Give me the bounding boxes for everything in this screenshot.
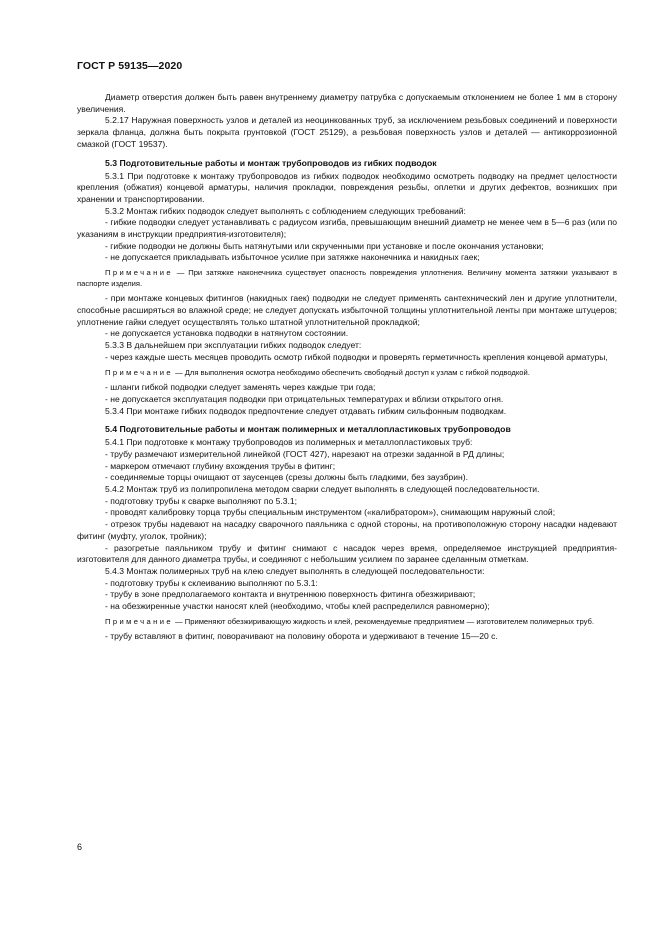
body-paragraph: - подготовку трубы к склеиванию выполняют по 5.3.1:	[105, 577, 318, 588]
body-paragraph: - не допускается эксплуатация подводки при отрицательных температурах и вблизи открытого огня.	[105, 393, 504, 404]
body-paragraph: 5.3.2 Монтаж гибких подводок следует выполнять с соблюдением следующих требований:	[105, 205, 466, 216]
note-label: Примечание	[105, 616, 173, 626]
body-paragraph: 5.3.3 В дальнейшем при эксплуатации гибких подводок следует:	[105, 340, 362, 351]
body-paragraph: - не допускается установка подводки в натянутом состоянии.	[105, 328, 349, 339]
note-paragraph	[77, 617, 617, 628]
body-paragraph: - трубу вставляют в фитинг, поворачивают на половину оборота и удерживают в течение 15—20 с.	[105, 631, 498, 642]
body-paragraph: - трубу размечают измерительной линейкой (ГОСТ 427), нарезают на отрезки заданной в РД длины;	[105, 448, 505, 459]
body-paragraph: 5.4.2 Монтаж труб из полипропилена методом сварки следует выполнять в следующей последовательности.	[105, 484, 540, 495]
body-paragraph: - на обезжиренные участки наносят клей (необходимо, чтобы клей распределился равномерно);	[105, 601, 490, 612]
body-paragraph: - отрезок трубы надевают на насадку сварочного паяльника с одной стороны, на противоположную сторону насадки надевают фитинг (муфту, уголок, тройник);	[77, 519, 617, 541]
note-text: — При затяжке наконечника существует опасность повреждения уплотнения. Величину момента затяжки указывают в паспорте изделия.	[77, 268, 617, 288]
section-heading: 5.4 Подготовительные работы и монтаж полимерных и металлопластиковых трубопроводов	[105, 424, 511, 435]
body-paragraph: - соединяемые торцы очищают от заусенцев (срезы должны быть гладкими, без заузбрин).	[105, 472, 468, 483]
document-body	[77, 92, 617, 643]
body-paragraph: 5.4.3 Монтаж полимерных труб на клею следует выполнять в следующей последовательности:	[105, 565, 485, 576]
body-paragraph: - гибкие подводки не должны быть натянутыми или скрученными при установке и после окончания установки;	[105, 240, 544, 251]
note-paragraph	[77, 368, 617, 379]
body-paragraph: 5.3.4 При монтаже гибких подводок предпочтение следует отдавать гибким сильфонным подводкам.	[105, 405, 507, 416]
body-paragraph: - гибкие подводки следует устанавливать с радиусом изгиба, превышающим внешний диаметр не менее чем в 5—6 раз (или по указаниям в инструкции предприятия-изготовителя);	[77, 217, 617, 240]
body-paragraph: - трубу в зоне предполагаемого контакта и внутреннюю поверхность фитинга обезжиривают;	[105, 589, 476, 600]
body-paragraph: - при монтаже концевых фитингов (накидных гаек) подводки не следует применять сантехнический лен и другие уплотнители, способные расширяться во влажной среде; не следует допускать избыточной толщины уплотнительной ленты при монтаже штуцеров; уплотнение гайки следует осуществлять только штатной уплотнительной прокладкой;	[77, 293, 617, 327]
body-paragraph: Диаметр отверстия должен быть равен внутреннему диаметру патрубка с допускаемым отклонением не более 1 мм в сторону увеличения.	[77, 92, 617, 114]
body-paragraph: - через каждые шесть месяцев проводить осмотр гибкой подводки и проверять герметичность крепления концевой арматуры,	[105, 351, 608, 362]
body-paragraph: - разогретые паяльником трубу и фитинг снимают с насадок через время, определяемое инструкцией предприятия-изготовителя для данного диаметра трубы, и соединяют с небольшим усилием по заранее сделанным отметкам.	[77, 542, 617, 565]
body-paragraph: 5.3.1 При подготовке к монтажу трубопроводов из гибких подводок необходимо осмотреть подводку на предмет целостности крепления (обжатия) концевой арматуры, наличия прокладки, повреждения резьбы, оплетки и других дефектов, возникших при хранении и транспортировании.	[77, 170, 617, 204]
body-paragraph: 5.2.17 Наружная поверхность узлов и деталей из неоцинкованных труб, за исключением резьбовых соединений и поверхности зеркала фланца, должна быть покрыта грунтовкой (ГОСТ 25129), а резьбовая поверхность узлов и деталей — антикоррозионной смазкой (ГОСТ 19537).	[77, 115, 617, 149]
document-header: ГОСТ Р 59135—2020	[77, 60, 183, 72]
note-text: — Для выполнения осмотра необходимо обеспечить свободный доступ к узлам с гибкой подводкой.	[172, 367, 530, 377]
body-paragraph: 5.4.1 При подготовке к монтажу трубопроводов из полимерных и металлопластиковых труб:	[105, 437, 473, 448]
page-number: 6	[77, 842, 83, 852]
section-heading: 5.3 Подготовительные работы и монтаж трубопроводов из гибких подводок	[105, 157, 437, 168]
note-paragraph	[77, 268, 617, 289]
body-paragraph: - шланги гибкой подводки следует заменять через каждые три года;	[105, 382, 376, 393]
body-paragraph: - проводят калибровку торца трубы специальным инструментом («калибратором»), снимающим наружный слой;	[105, 507, 556, 518]
note-text: — Применяют обезжиривающую жидкость и клей, рекомендуемые предприятием — изготовителем полимерных труб.	[172, 616, 594, 626]
note-label: Примечание	[105, 367, 173, 377]
body-paragraph: - маркером отмечают глубину вхождения трубы в фитинг;	[105, 460, 336, 471]
body-paragraph: - подготовку трубы к сварке выполняют по 5.3.1;	[105, 495, 298, 506]
body-paragraph: - не допускается прикладывать избыточное усилие при затяжке наконечника и накидных гаек;	[105, 252, 480, 263]
note-label: Примечание	[105, 268, 173, 278]
